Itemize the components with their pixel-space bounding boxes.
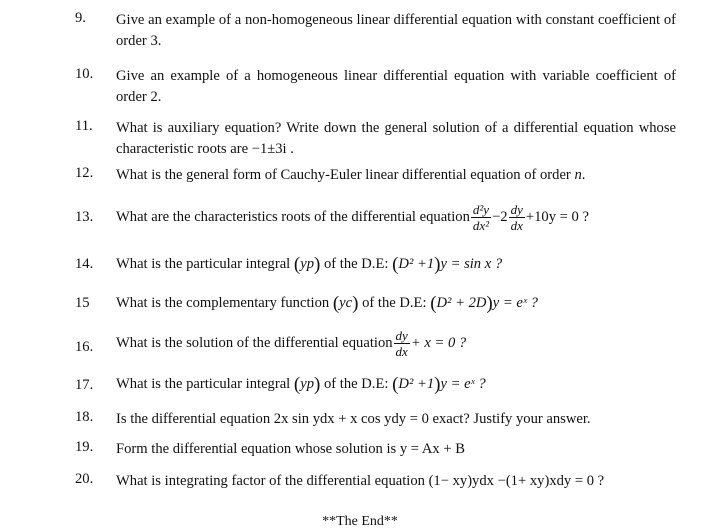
operator: D² +1	[398, 256, 435, 272]
question-text	[116, 165, 676, 186]
fraction-numerator: dy	[510, 202, 523, 217]
text-part: of the D.E:	[320, 376, 393, 392]
complementary-function-symbol: yc	[339, 295, 353, 311]
fraction-numerator: dy	[395, 328, 408, 343]
operator: D² + 2D	[436, 295, 487, 311]
text-part: What is the particular integral	[116, 376, 294, 392]
question-text: Give an example of a homogeneous linear differential equation with variable coefficient of order 2.	[116, 68, 676, 105]
question-text	[116, 328, 676, 359]
order-variable: n	[574, 167, 582, 183]
equation-rhs: y = sin x ?	[440, 256, 503, 272]
equation-tail: +10y = 0 ?	[525, 208, 589, 225]
question-number: 13.	[75, 209, 94, 225]
fraction-denominator: dx	[510, 218, 523, 233]
text-part: .	[581, 167, 586, 183]
question-text: What is auxiliary equation? Write down the general solution of a differential equation whose characteristic roots are −1±3i .	[116, 120, 676, 157]
question-number: 16.	[75, 339, 94, 355]
text-part: What is the solution of the differential equation	[116, 334, 393, 351]
operator: D² +1	[398, 376, 435, 392]
question-text: Form the differential equation whose solution is y = Ax + B	[116, 441, 465, 457]
text-part: What is the complementary function	[116, 295, 333, 311]
question-number: 12.	[75, 165, 94, 181]
derivative-fraction	[394, 328, 410, 359]
text-part: of the D.E:	[320, 256, 393, 272]
question-text: Is the differential equation 2x sin ydx + x cos ydy = 0 exact? Justify your answer.	[116, 411, 591, 427]
question-text: What is the particular integral (yp) of the D.E: (D² +1)y = sin x ?	[116, 254, 503, 275]
end-marker: **The End**	[322, 514, 398, 529]
text-part: What are the characteristics roots of the differential equation	[116, 208, 470, 225]
text-part: What is the general form of Cauchy-Euler linear differential equation of order	[116, 167, 575, 183]
particular-integral-symbol: yp	[300, 376, 314, 392]
text-part: of the D.E:	[358, 295, 431, 311]
second-derivative-fraction	[471, 202, 491, 233]
fraction-denominator: dx²	[472, 218, 490, 233]
text-part: What is the particular integral	[116, 256, 294, 272]
coefficient: −2	[492, 208, 508, 225]
equation-tail: + x = 0 ?	[410, 334, 467, 351]
particular-integral-symbol: yp	[300, 256, 314, 272]
question-text	[116, 202, 676, 233]
question-number: 10.	[75, 66, 94, 82]
question-text: What is the particular integral (yp) of the D.E: (D² +1)y = eˣ ?	[116, 374, 486, 395]
question-text: Give an example of a non-homogeneous linear differential equation with constant coefficient of order 3.	[116, 12, 676, 49]
question-number: 11.	[75, 118, 93, 134]
fraction-numerator: d²y	[472, 202, 490, 217]
question-text: What is the complementary function (yc) of the D.E: (D² + 2D)y = eˣ ?	[116, 293, 538, 314]
question-text: What is integrating factor of the differential equation (1− xy)ydx −(1+ xy)xdy = 0 ?	[116, 473, 605, 489]
question-number: 9.	[75, 10, 86, 26]
question-number: 19.	[75, 439, 94, 455]
fraction-denominator: dx	[395, 344, 408, 359]
equation-rhs: y = eˣ ?	[440, 376, 486, 392]
first-derivative-fraction	[509, 202, 525, 233]
question-number: 17.	[75, 377, 94, 393]
question-number: 20.	[75, 471, 94, 487]
question-number: 15	[75, 295, 90, 311]
question-number: 18.	[75, 409, 94, 425]
question-number: 14.	[75, 256, 94, 272]
equation-rhs: y = eˣ ?	[492, 295, 538, 311]
